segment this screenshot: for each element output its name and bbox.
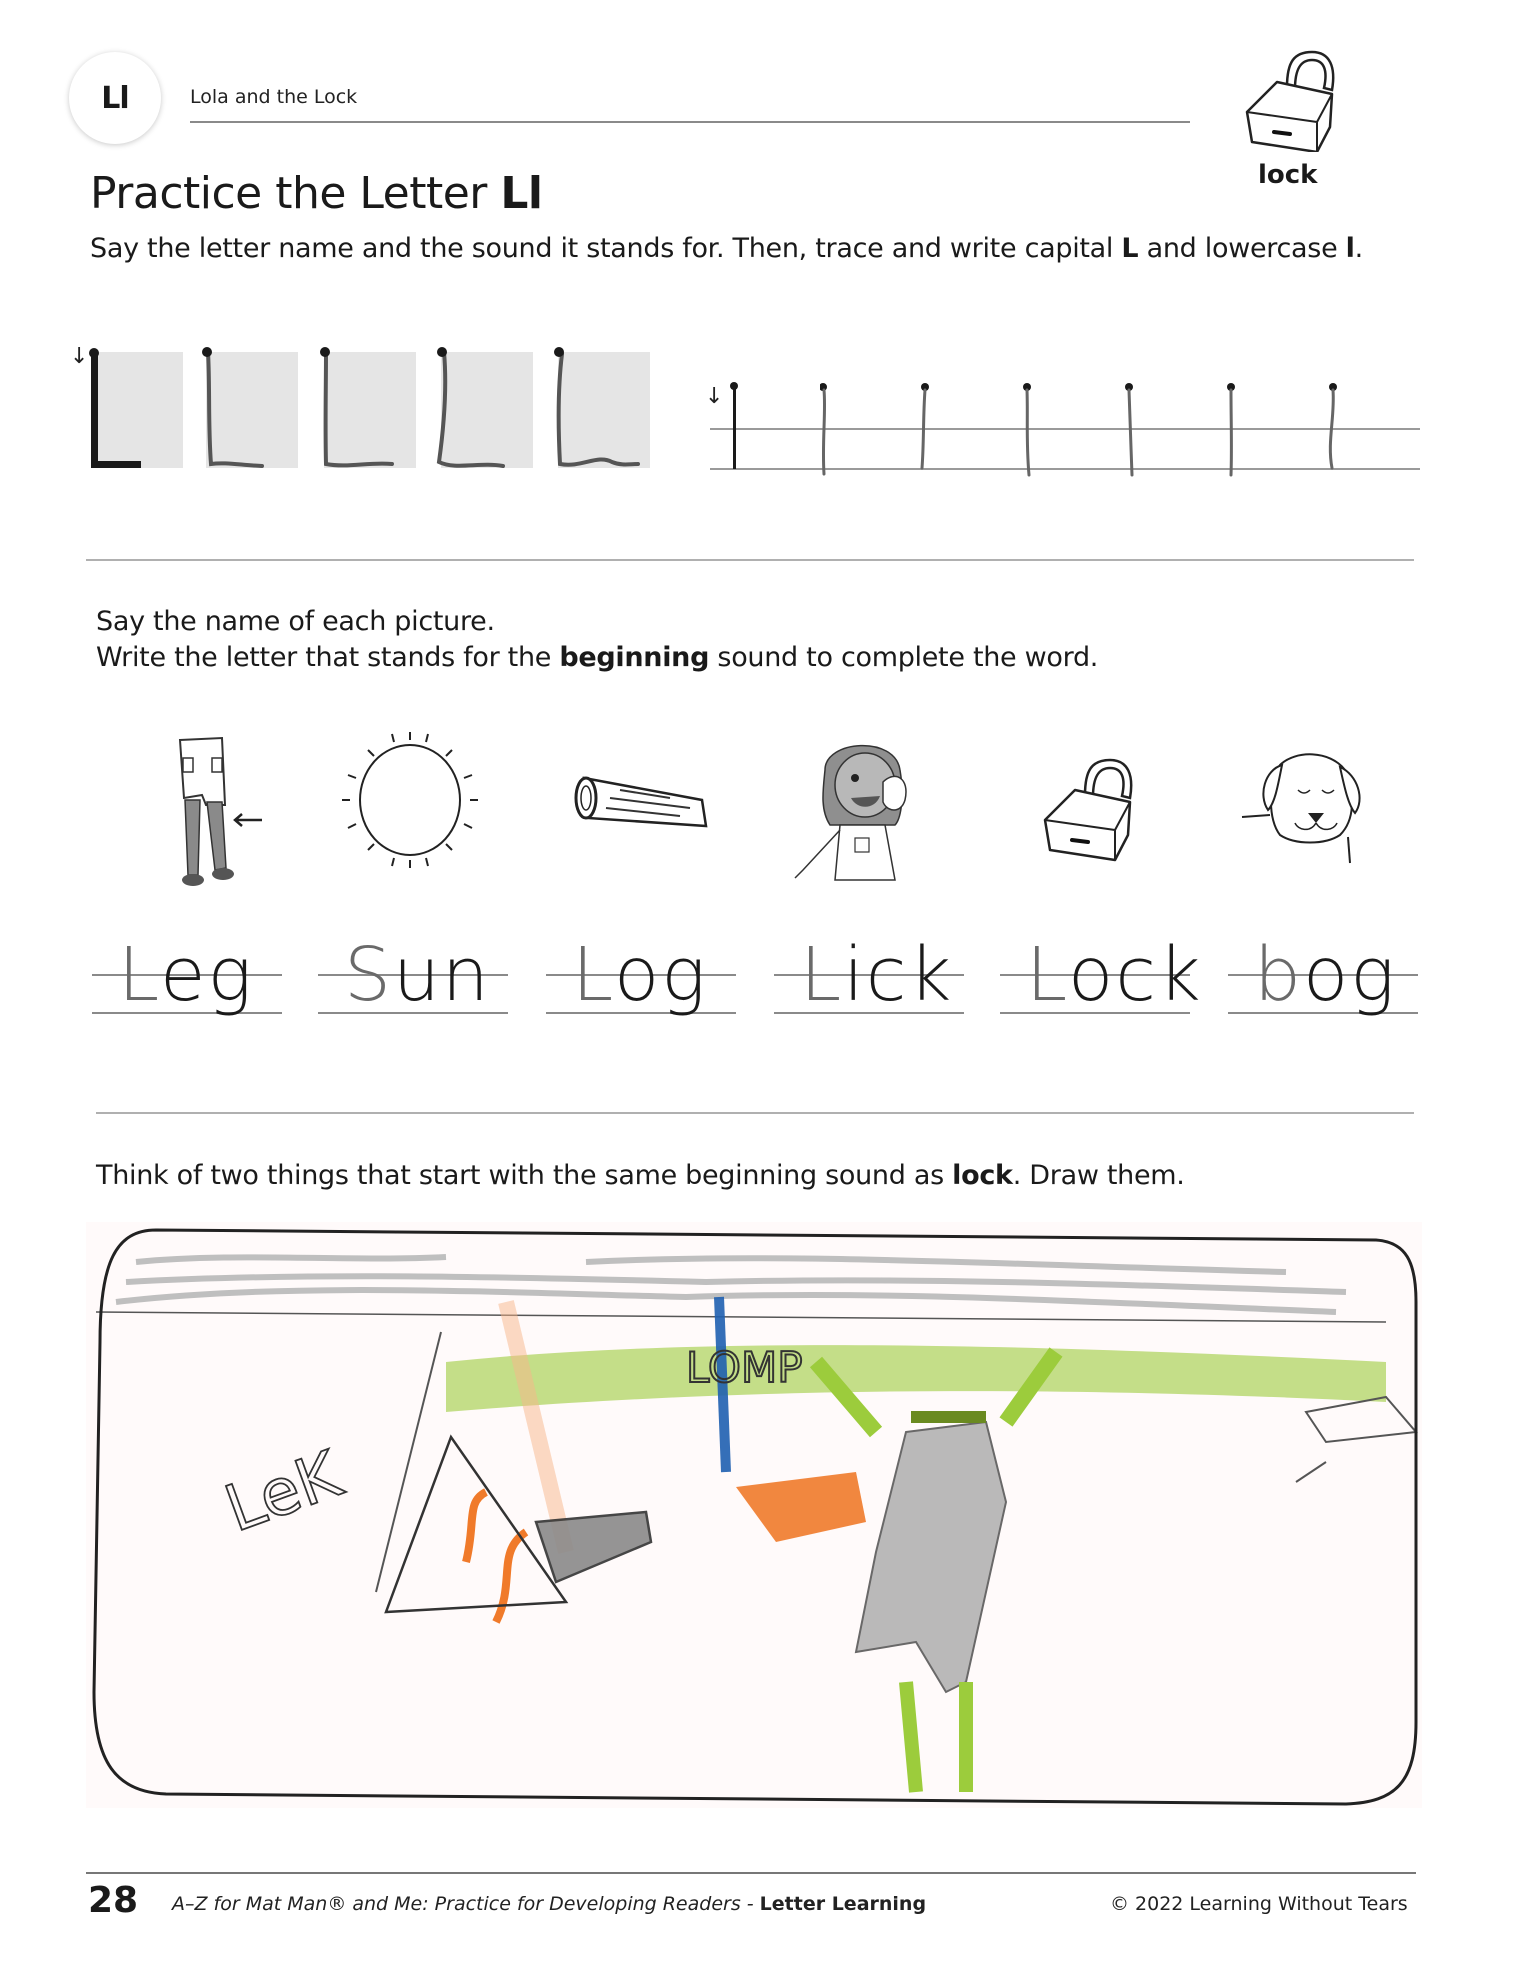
word-item-dog[interactable] xyxy=(1228,912,1418,1072)
child-label-lomp: LOMP xyxy=(686,1343,803,1392)
dog-icon xyxy=(1240,745,1370,865)
trace-box xyxy=(91,352,183,468)
printed-letters: eg xyxy=(159,932,254,1018)
keyword-picture xyxy=(1232,42,1362,192)
lock-picture xyxy=(1030,740,1150,870)
pencil-stroke xyxy=(318,346,398,476)
section-divider xyxy=(96,1112,1414,1114)
header-rule xyxy=(190,121,1190,123)
story-title: Lola and the Lock xyxy=(190,86,358,108)
section-divider xyxy=(86,559,1414,561)
drawing-area[interactable] xyxy=(86,1222,1422,1808)
handwritten-letter: L xyxy=(118,932,160,1018)
letter-badge xyxy=(69,52,161,144)
word-item-leg[interactable] xyxy=(92,912,282,1072)
printed-letters: ick xyxy=(843,932,954,1018)
child-label-lek: LeK xyxy=(216,1437,351,1548)
copyright: © 2022 Learning Without Tears xyxy=(1110,1893,1408,1915)
word-item-log[interactable] xyxy=(546,912,736,1072)
printed-letters: og xyxy=(1302,932,1397,1018)
girl-licking-icon xyxy=(785,730,955,890)
log-icon xyxy=(570,770,720,840)
pencil-stroke xyxy=(200,346,270,476)
sun-icon xyxy=(340,730,480,870)
printed-letters: og xyxy=(613,932,708,1018)
printed-letters: un xyxy=(392,932,491,1018)
page-number: 28 xyxy=(88,1880,139,1921)
down-arrow-icon: ↓ xyxy=(70,344,89,369)
lock-icon xyxy=(1030,740,1150,870)
lock-icon xyxy=(1232,42,1352,152)
handwritten-letter: S xyxy=(344,932,393,1018)
pencil-stroke xyxy=(435,346,515,476)
trace-instructions: Say the letter name and the sound it stands for. Then, trace and write capital L and lowercase l. xyxy=(90,233,1363,264)
letter-badge-text: Ll xyxy=(101,80,129,116)
log-picture xyxy=(570,770,720,840)
leg-picture xyxy=(150,730,280,890)
dog-picture xyxy=(1240,745,1370,865)
lick-picture xyxy=(785,730,955,890)
handwritten-letter: b xyxy=(1254,932,1303,1018)
keyword-label: lock xyxy=(1258,160,1318,190)
start-dot xyxy=(89,348,99,358)
book-title: A–Z for Mat Man® and Me: Practice for Developing Readers - Letter Learning xyxy=(172,1893,927,1915)
word-item-lock[interactable] xyxy=(1000,912,1203,1072)
page-title: Practice the Letter Ll xyxy=(90,168,543,219)
sun-picture xyxy=(340,730,480,870)
beginning-sound-instructions: Say the name of each picture. Write the letter that stands for the beginning sound to complete the word. xyxy=(96,606,1099,673)
printed-letters: ock xyxy=(1067,932,1203,1018)
drawing-instructions: Think of two things that start with the same beginning sound as lock. Draw them. xyxy=(96,1160,1185,1191)
leg-icon xyxy=(150,730,280,890)
handwritten-letter: L xyxy=(1026,932,1068,1018)
down-arrow-icon: ↓ xyxy=(705,384,724,409)
word-item-sun[interactable] xyxy=(318,912,508,1072)
word-item-lick[interactable] xyxy=(774,912,964,1072)
handwritten-letter: L xyxy=(800,932,844,1018)
pencil-stroke xyxy=(552,346,642,476)
lowercase-l-traces[interactable] xyxy=(820,382,1340,477)
footer-rule xyxy=(86,1872,1416,1874)
handwritten-letter: L xyxy=(572,932,614,1018)
